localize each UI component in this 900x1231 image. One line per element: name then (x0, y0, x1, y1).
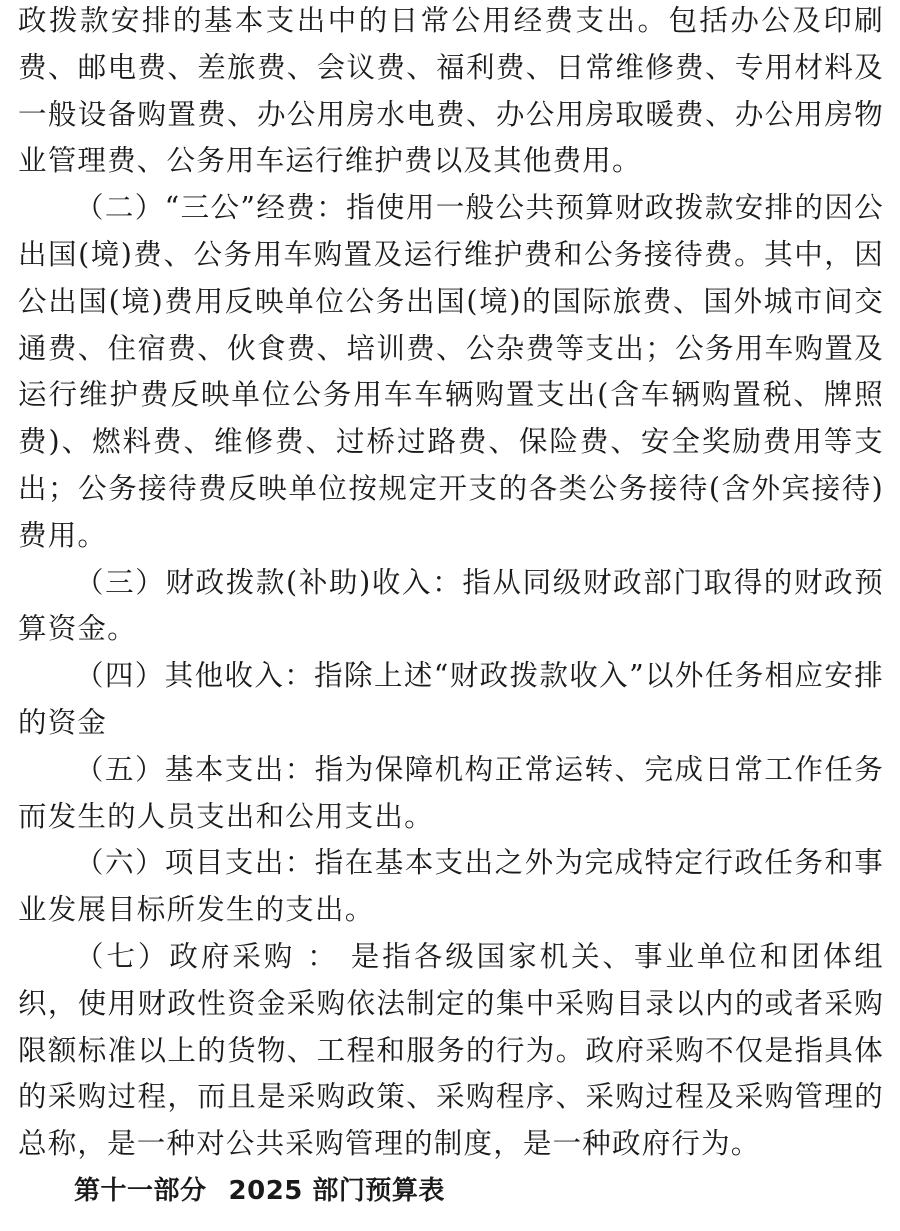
paragraph-other-income: （四）其他收入：指除上述“财政拨款收入”以外任务相应安排的资金 (18, 659, 884, 739)
paragraph-project-expenditure: （六）项目支出：指在基本支出之外为完成特定行政任务和事业发展目标所发生的支出。 (18, 846, 884, 927)
paragraph-basic-expenditure: （五）基本支出：指为保障机构正常运转、完成日常工作任务而发生的人员支出和公用支出。 (18, 752, 884, 833)
paragraph-three-public-expenses: （二）“三公”经费：指使用一般公共预算财政拨款安排的因公出国(境)费、公务用车购置及运行维护费和公务接待费。其中，因公出国(境)费用反映单位公务出国(境)的国际旅费、国外城市间交通费、住宿费、伙食费、培训费、公杂费等支出；公务用车购置及运行维护费反映单位公务用车车辆购置支出(含车辆购置税、牌照费)、燃料费、维修费、过桥过路费、保险费、安全奖励费用等支出；公务接待费反映单位按规定开支的各类公务接待(含外宾接待)费用。 (18, 191, 884, 552)
document-page (18, 0, 884, 1231)
paragraph-government-procurement: （七）政府采购 ： 是指各级国家机关、事业单位和团体组织，使用财政性资金采购依法制定的集中采购目录以内的或者采购限额标准以上的货物、工程和服务的行为。政府采购不仅是指具体的采购过程，而且是采购政策、采购程序、采购过程及采购管理的总称，是一种对公共采购管理的制度，是一种政府行为。 (18, 939, 884, 1161)
section-heading (74, 1168, 884, 1214)
paragraph-fiscal-appropriation-income: （三）财政拨款(补助)收入：指从同级财政部门取得的财政预算资金。 (18, 565, 884, 646)
section-part-number: 第十一部分 (74, 1175, 207, 1206)
section-title: 2025 部门预算表 (228, 1175, 445, 1206)
paragraph-continuation: 政拨款安排的基本支出中的日常公用经费支出。包括办公及印刷费、邮电费、差旅费、会议费、福利费、日常维修费、专用材料及一般设备购置费、办公用房水电费、办公用房取暖费、办公用房物业管理费、公务用车运行维护费以及其他费用。 (18, 4, 884, 178)
